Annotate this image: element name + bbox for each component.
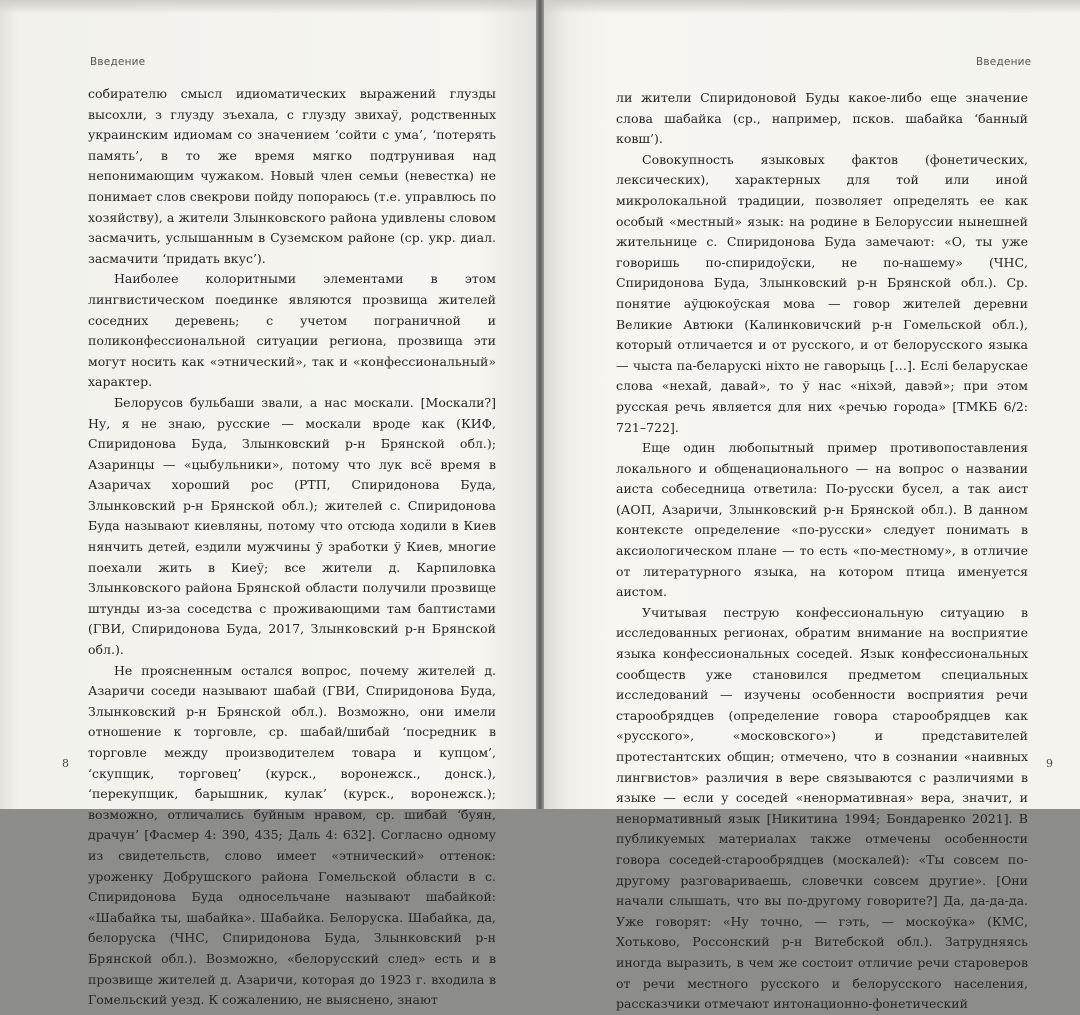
page-shadow [544, 0, 1080, 14]
paragraph: Белорусов бульбаши звали, а нас москали. [Москали?] Ну, я не знаю, русские — москали вроде как (КИФ, Спиридонова Буда, Злынковский р-н Брянской обл.); Азаринцы — «цыбульники», потому что лук всё время в Азаричах хороший рос (РТП, Спиридонова Буда, Злынковский р-н Брянской обл.); жителей с. Спиридонова Буда называют киевляны, потому что отсюда ходили в Киев нянчить детей, ездили мужчины ў зработки ў Киев, многие поехали жить в Киеў; все жители д. Карпиловка Злынковского района Брянской области получили прозвище штунды из-за соседства с проживающими там баптистами (ГВИ, Спиридонова Буда, 2017, Злынковский р-н Брянской обл.). [88, 394, 496, 658]
page-number: 8 [62, 757, 69, 770]
paragraph: Еще один любопытный пример противопоставления локального и общенационального — на вопрос о названии аиста собеседница ответила: По-русски бусел, а так аист (АОП, Азаричи, Злынковский р-н Брянской обл.). В данном контексте определение «по-русски» следует понимать в аксиологическом плане — то есть «по-местному», в отличие от литературного языка, на котором птица именуется аистом. [616, 440, 1028, 600]
paragraph: ли жители Спиридоновой Буды какое-либо еще значение слова шабайка (ср., например, псков. шабайка ‘банный ковш’). [616, 90, 1028, 147]
body-text [88, 84, 496, 1011]
paragraph: Учитывая пеструю конфессиональную ситуацию в исследованных регионах, обратим внимание на восприятие языка конфессиональных соседей. Язык конфессиональных сообществ уже становился предметом специальных исследований — изучены особенности восприятия речи старообрядцев (определение говора старообрядцев как «русского», «московского») и представителей протестантских общин; отмечено, что в сознании «наивных лингвистов» различия в вере связываются с различиями в языке — если у соседей «ненормативная» вера, значит, и ненормативный язык [Никитина 1994; Бондаренко 2021]. В публикуемых материалах также отмечены особенности говора соседей-старообрядцев (москалей): «Ты совсем по-другому разговариваешь, словечки совсем другие». [Они начали слышать, что вы по-другому говорите?] Да, да-да-да. Уже говорят: «Ну точно, — гэть, — москоўка» (КМС, Хотьково, Россонский р-н Витебской обл.). Затрудняясь иногда выразить, в чем же состоит отличие речи староверов от речи местного русского и белорусского населения, рассказчики отмечают интонационно-фонетический [616, 604, 1028, 1012]
running-head: Введение [90, 56, 146, 68]
paragraph: собирателю смысл идиоматических выражений глузды высохли, з глузду зъехала, с глузду звихаў, родственных украинским идиомам со значением ‘сойти с ума’, ‘потерять память’, в то же время мягко подтрунивая над непонимающим чужаком. Новый член семьи (невестка) не понимает слов свекрови пойду попораюсь (т.е. управлюсь по хозяйству), а жители Злынковского района удивлены словом засмачить, услышанным в Суземском районе (ср. укр. диал. засмачити ‘придать вкус’). [88, 86, 496, 266]
paragraph: Не проясненным остался вопрос, почему жителей д. Азаричи соседи называют шабай (ГВИ, Спиридонова Буда, Злынковский р-н Брянской обл.). Возможно, они имели отношение к торговле, ср. шабай/шибай ‘посредник в торговле между производителем товара и купцом’, ‘скупщик, торговец’ (курск., воронежск., донск.), ‘перекупщик, барышник, кулак’ (курск., воронежск.); возможно, отличались буйным нравом, ср. шибай ‘буян, драчун’ [Фасмер 4: 390, 435; Даль 4: 632]. Согласно одному из свидетельств, слово имеет «этнический» оттенок: уроженку Добрушского района Гомельской области в с. Спиридонова Буда односельчане называют шабайкой: «Шабайка ты, шабайка». Шабайка. Белоруска. Шабайка, да, белоруска (ЧНС, Спиридонова Буда, Злынковский р-н Брянской обл.). Возможно, «белорусский след» есть и в прозвище жителей д. Азаричи, которая до 1923 г. входила в Гомельский уезд. К сожалению, не выяснено, знают [88, 662, 496, 1008]
page-number: 9 [1046, 757, 1053, 770]
left-page [0, 0, 536, 1008]
page-shadow [0, 0, 536, 14]
paragraph: Совокупность языковых фактов (фонетических, лексических), характерных для той или иной микролокальной традиции, позволяет определять ее как особый «местный» язык: на родине в Белоруссии нынешней жительнице с. Спиридонова Буда замечают: «О, ты уже говоришь по-спиридоўски, не по-нашему» (ЧНС, Спиридонова Буда, Злынковский р-н Брянской обл.). Ср. понятие аўцюкоўская мова — говор жителей деревни Великие Автюки (Калинковичский р-н Гомельской обл.), который отличается и от русского, и от белорусского языка — чыста па-беларускi нiхто не гаворыць […]. Еслi беларускае слова «нехай, давай», то ў нас «нiхэй, давэй»; при этом русская речь является для них «речью города» [ТМКБ 6/2: 721–722]. [616, 151, 1028, 435]
right-page [544, 0, 1080, 1012]
running-head: Введение [976, 56, 1032, 68]
paragraph: Наиболее колоритными элементами в этом лингвистическом поединке являются прозвища жителей соседних деревень; с учетом пограничной и поликонфессиональной ситуации региона, прозвища эти могут носить как «этнический», так и «конфессиональный» характер. [88, 271, 496, 390]
book-gutter [536, 0, 544, 809]
body-text [616, 88, 1028, 1015]
